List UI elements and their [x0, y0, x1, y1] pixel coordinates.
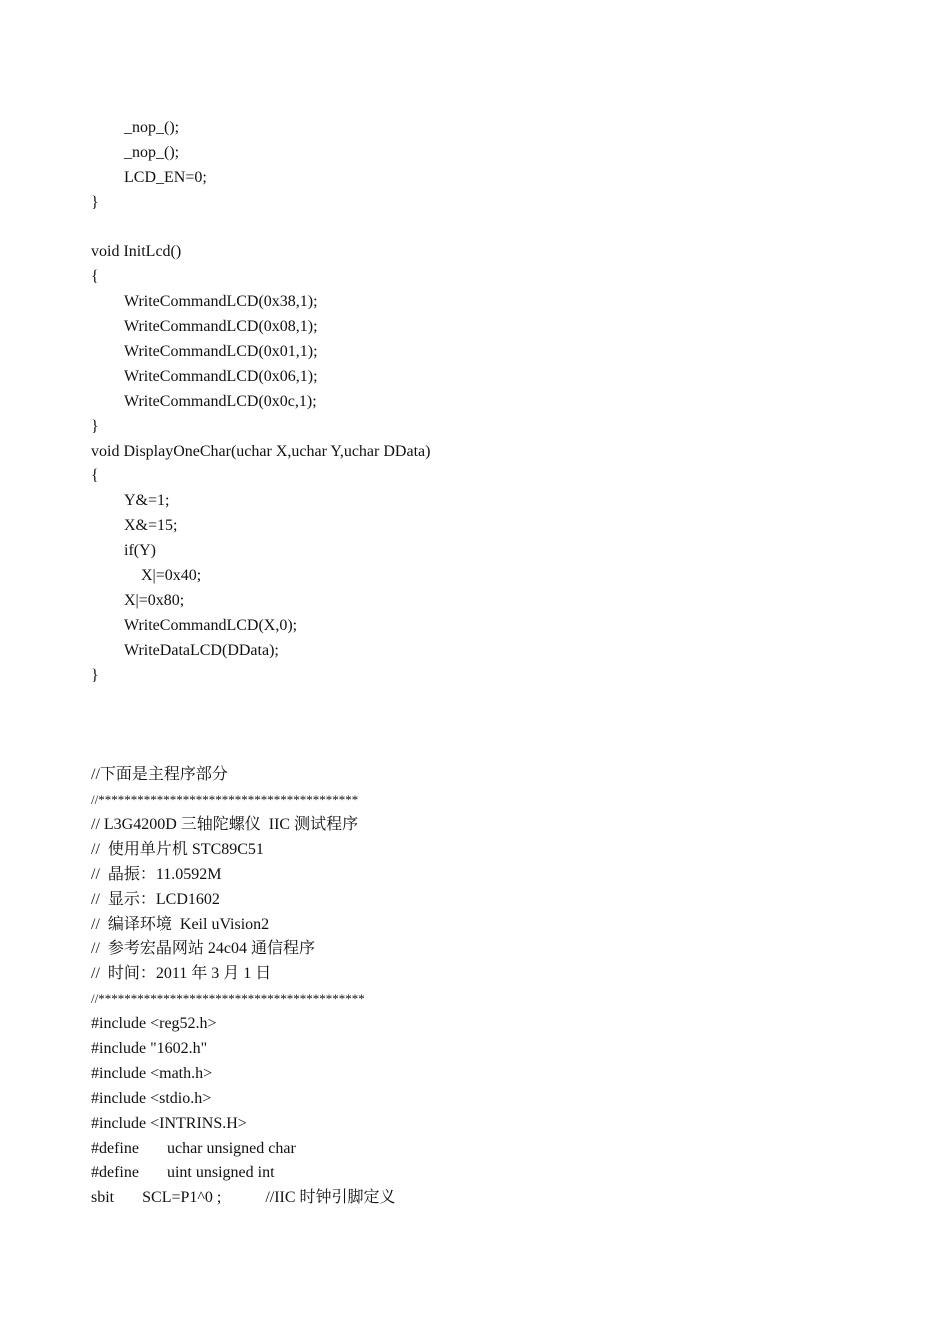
code-line: WriteCommandLCD(0x0c,1);	[124, 392, 317, 410]
code-line: X&=15;	[124, 517, 178, 535]
code-line: WriteCommandLCD(0x06,1);	[124, 367, 318, 385]
code-line: WriteCommandLCD(0x01,1);	[124, 343, 318, 361]
code-line: }	[91, 193, 99, 211]
code-line: WriteCommandLCD(0x38,1);	[124, 293, 318, 311]
code-line: if(Y)	[124, 542, 156, 560]
code-line: #include <reg52.h>	[91, 1015, 217, 1033]
code-line: // 显示：LCD1602	[91, 890, 220, 908]
code-line: void InitLcd()	[91, 243, 182, 261]
code-line: // 参考宏晶网站 24c04 通信程序	[91, 940, 315, 958]
code-line: }	[91, 417, 99, 435]
code-line	[91, 216, 911, 241]
code-line: {	[91, 268, 99, 286]
code-line: #include <INTRINS.H>	[91, 1114, 247, 1132]
code-line: WriteCommandLCD(X,0);	[124, 616, 298, 634]
code-line: #include <stdio.h>	[91, 1089, 212, 1107]
code-line: X|=0x40;	[141, 567, 202, 585]
code-listing	[91, 116, 911, 1211]
code-line: //****************************************	[91, 792, 359, 808]
code-line: #include <math.h>	[91, 1064, 213, 1082]
code-line: }	[91, 666, 99, 684]
code-line: _nop_();	[124, 119, 180, 136]
code-line: // 使用单片机 STC89C51	[91, 840, 264, 858]
code-line: _nop_();	[124, 143, 180, 161]
code-line: {	[91, 467, 99, 485]
code-line: #define uint unsigned int	[91, 1164, 275, 1182]
code-line	[91, 688, 911, 713]
code-line: // 编译环境 Keil uVision2	[91, 915, 270, 933]
code-line	[91, 738, 911, 763]
code-line: Y&=1;	[124, 492, 170, 510]
code-line: //下面是主程序部分	[91, 766, 228, 784]
code-line: #define uchar unsigned char	[91, 1139, 296, 1157]
code-line: //*****************************************	[91, 991, 365, 1007]
code-line: // 晶振：11.0592M	[91, 865, 222, 883]
code-line: // 时间：2011 年 3 月 1 日	[91, 965, 272, 983]
code-line: #include "1602.h"	[91, 1039, 208, 1057]
code-line: LCD_EN=0;	[124, 168, 207, 186]
code-line: WriteCommandLCD(0x08,1);	[124, 318, 318, 336]
code-line: // L3G4200D 三轴陀螺仪 IIC 测试程序	[91, 815, 359, 833]
code-line: WriteDataLCD(DData);	[124, 641, 279, 659]
code-line	[91, 713, 911, 738]
code-line: void DisplayOneChar(uchar X,uchar Y,uchar DData)	[91, 442, 431, 460]
code-line: X|=0x80;	[124, 591, 185, 609]
code-line: sbit SCL=P1^0 ; //IIC 时钟引脚定义	[91, 1189, 396, 1207]
